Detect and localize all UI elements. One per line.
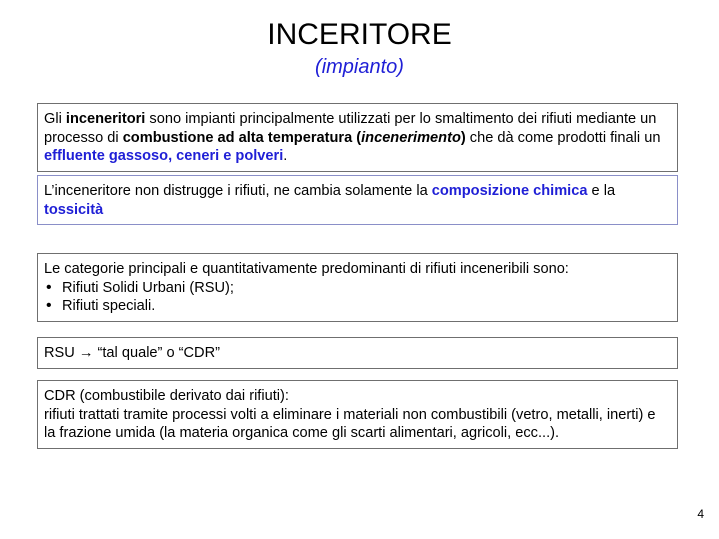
categories-intro: Le categorie principali e quantitativamente predominanti di rifiuti inceneribili sono: bbox=[44, 261, 569, 277]
cdr-box bbox=[37, 380, 678, 449]
categories-list bbox=[44, 279, 669, 316]
cdr-description: rifiuti trattati tramite processi volti a eliminare i materiali non combustibili (vetro, metalli, inerti) e la frazione umida (la materia organica come gli scarti alimentari, agricoli, ecc...). bbox=[44, 406, 656, 441]
definition-box bbox=[37, 103, 678, 172]
definition-text-2: sono impianti principalmente utilizzati per lo smaltimento dei rifiuti mediante un processo di bbox=[44, 111, 657, 146]
effect-text-1: L’inceneritore non distrugge i rifiuti, ne cambia solamente la bbox=[44, 183, 432, 199]
definition-process-name: incenerimento bbox=[361, 129, 461, 146]
rsu-text: RSU → “tal quale” o “CDR” bbox=[44, 345, 220, 361]
definition-text-3: che dà come prodotti finali un bbox=[465, 129, 661, 146]
definition-paren-close: ) bbox=[460, 129, 466, 146]
effect-toxicity: tossicità bbox=[44, 201, 104, 218]
definition-process: combustione ad alta temperatura ( bbox=[122, 129, 362, 146]
effect-box bbox=[37, 175, 678, 225]
slide-subtitle: (impianto) bbox=[315, 56, 404, 78]
definition-text-1: Gli bbox=[44, 111, 66, 127]
definition-products: effluente gassoso, ceneri e polveri bbox=[44, 148, 284, 164]
rsu-box bbox=[37, 337, 678, 369]
definition-term: inceneritori bbox=[65, 111, 146, 127]
list-item: • Rifiuti speciali. bbox=[44, 297, 669, 316]
definition-period: . bbox=[283, 148, 288, 164]
effect-text-2: e la bbox=[587, 183, 616, 199]
categories-box bbox=[37, 253, 678, 322]
page-number: 4 bbox=[697, 507, 704, 521]
effect-chemical-composition: composizione chimica bbox=[431, 183, 588, 199]
cdr-heading: CDR (combustibile derivato dai rifiuti): bbox=[44, 388, 289, 404]
slide-title: INCERITORE bbox=[267, 18, 452, 51]
list-item: • Rifiuti Solidi Urbani (RSU); bbox=[44, 279, 669, 298]
